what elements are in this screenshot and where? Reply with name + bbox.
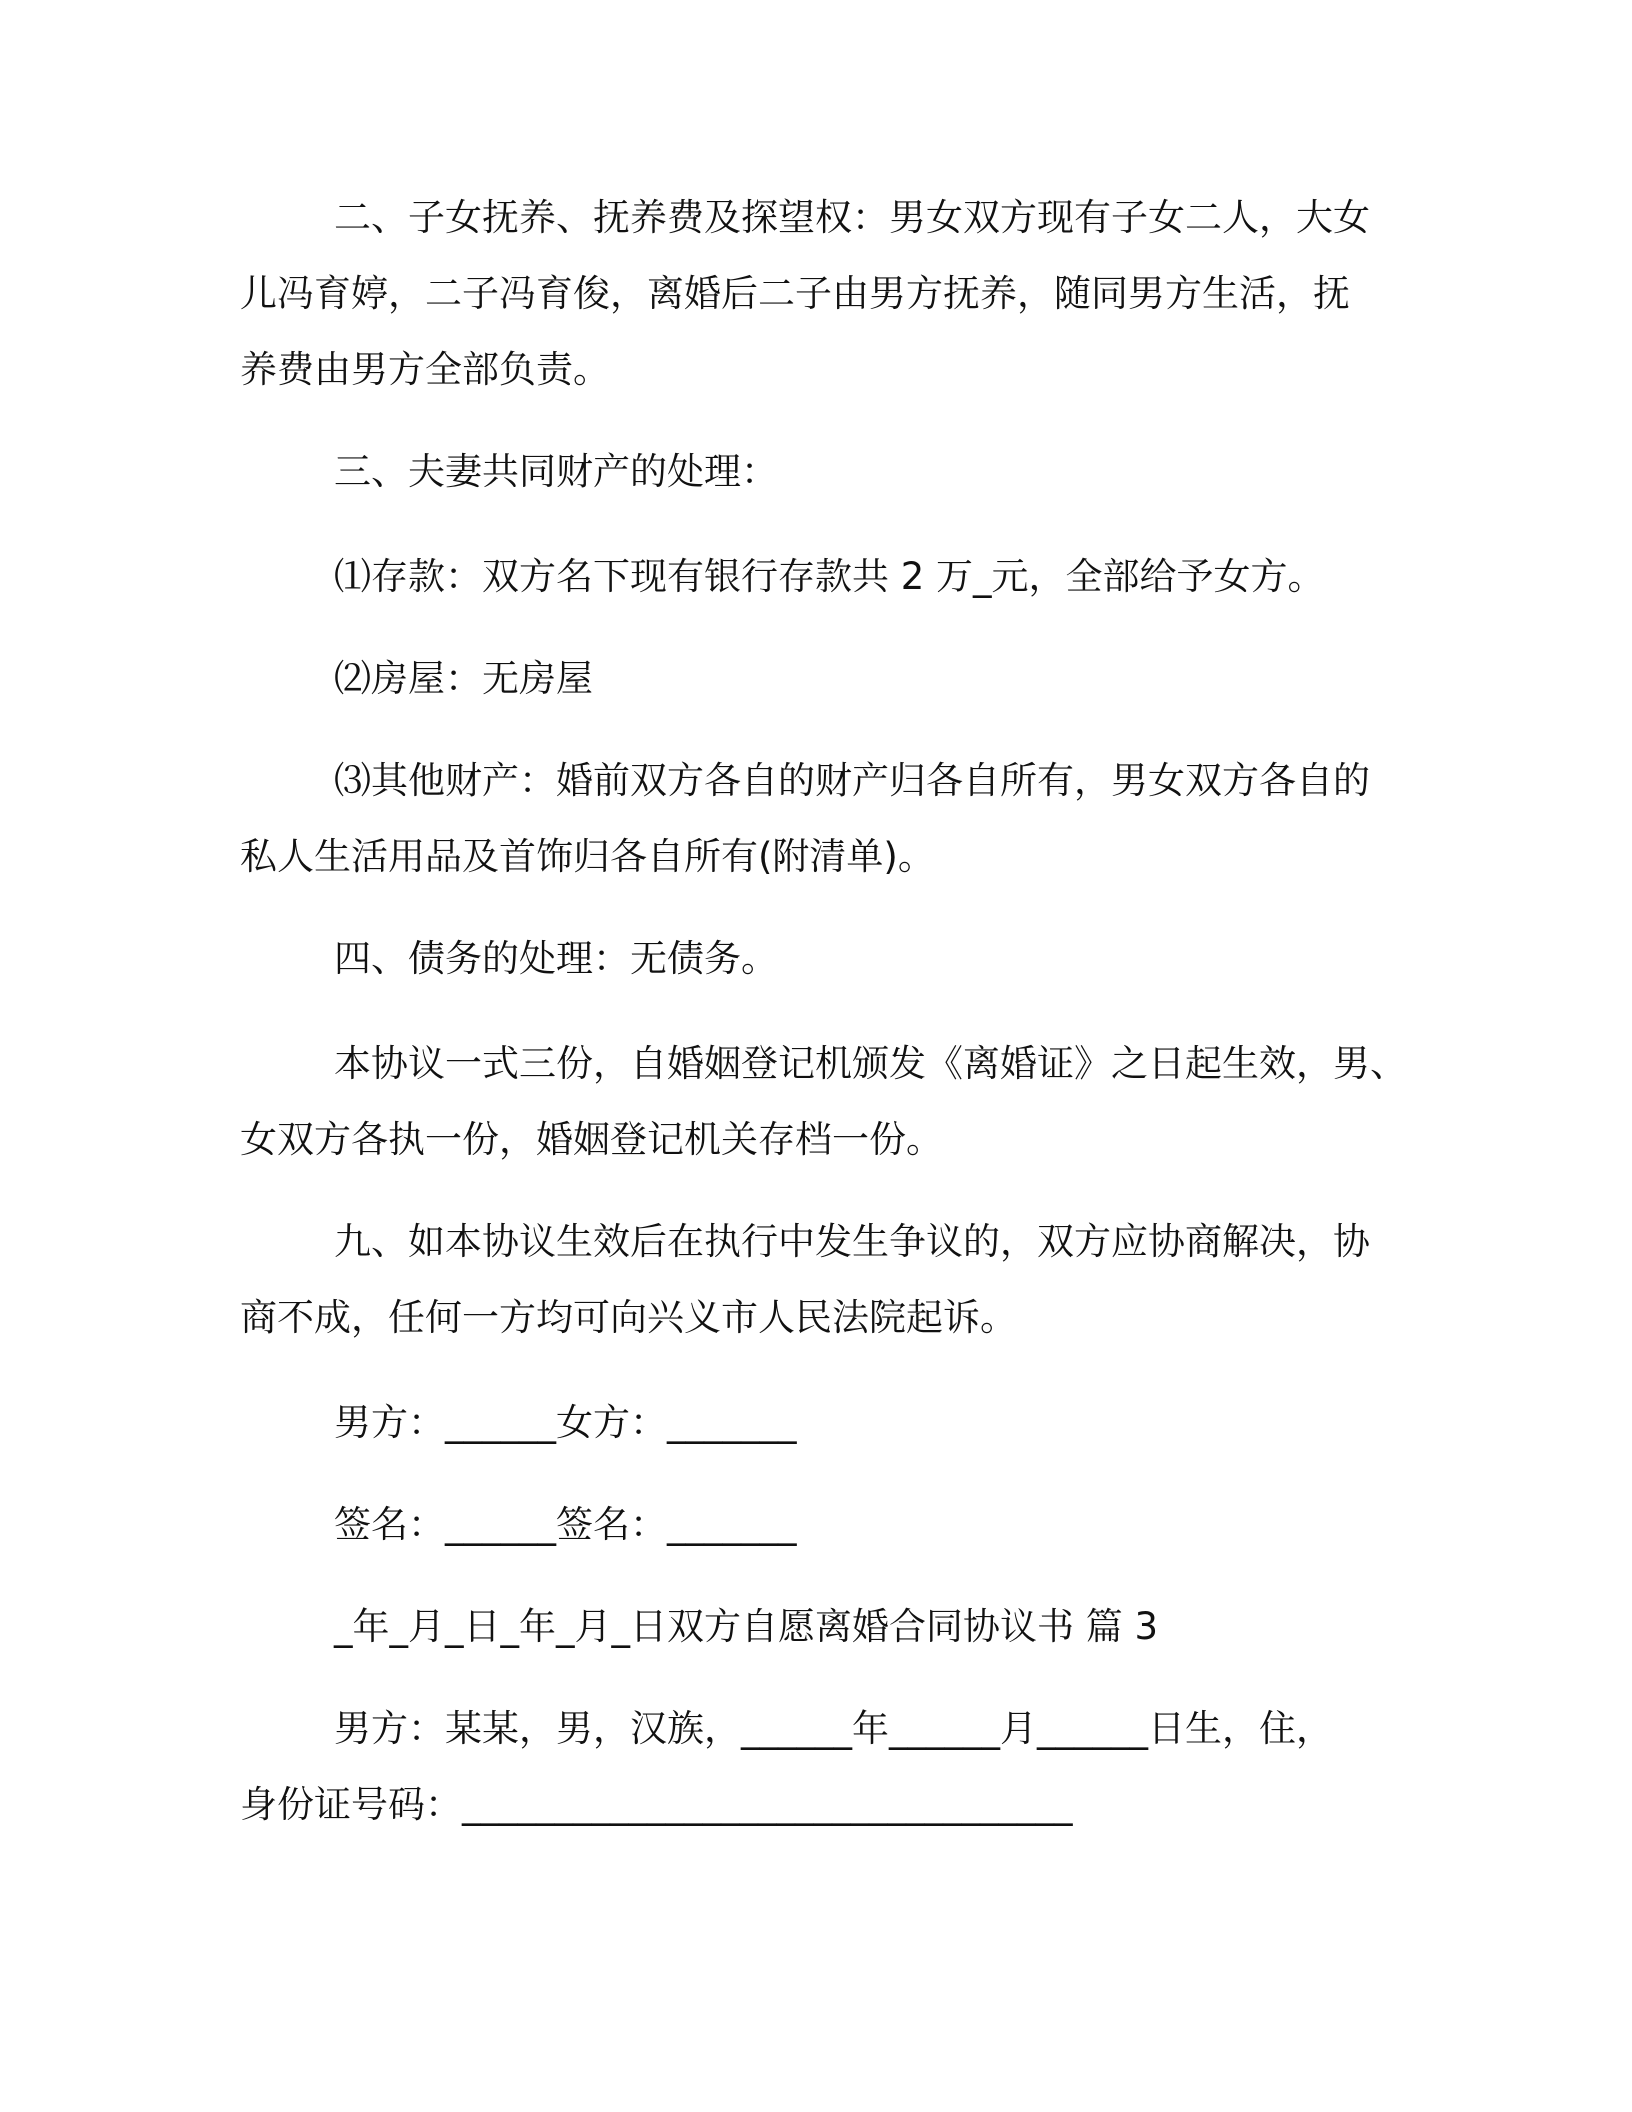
other-property-line-1: ⑶其他财产：婚前双方各自的财产归各自所有，男女双方各自的	[334, 759, 1370, 802]
date-and-section-title: _年_月_日_年_月_日双方自愿离婚合同协议书 篇 3	[334, 1605, 1159, 1648]
male-party-info: 男方：某某，男，汉族，______年______月______日生，住，	[334, 1707, 1333, 1750]
party-fields: 男方：______女方：_______	[334, 1401, 797, 1444]
id-number-field: 身份证号码：_________________________________	[240, 1783, 1073, 1826]
signature-fields: 签名：______签名：_______	[334, 1503, 797, 1546]
clause-4-debt: 四、债务的处理：无债务。	[334, 937, 778, 980]
clause-9-line-1: 九、如本协议生效后在执行中发生争议的，双方应协商解决，协	[334, 1220, 1370, 1263]
copies-line-2: 女双方各执一份，婚姻登记机关存档一份。	[240, 1118, 943, 1161]
copies-line-1: 本协议一式三份，自婚姻登记机颁发《离婚证》之日起生效，男、	[334, 1042, 1407, 1085]
deposit-item: ⑴存款：双方名下现有银行存款共 2 万_元，全部给予女方。	[334, 555, 1325, 598]
clause-2-line-3: 养费由男方全部负责。	[240, 348, 610, 391]
other-property-line-2: 私人生活用品及首饰归各自所有(附清单)。	[240, 835, 935, 878]
house-item: ⑵房屋：无房屋	[334, 657, 593, 700]
clause-3-heading: 三、夫妻共同财产的处理：	[334, 450, 778, 493]
clause-9-line-2: 商不成，任何一方均可向兴义市人民法院起诉。	[240, 1296, 1017, 1339]
clause-2-line-2: 儿冯育婷，二子冯育俊，离婚后二子由男方抚养，随同男方生活，抚	[240, 272, 1350, 315]
clause-2-line-1: 二、子女抚养、抚养费及探望权：男女双方现有子女二人，大女	[334, 196, 1370, 239]
